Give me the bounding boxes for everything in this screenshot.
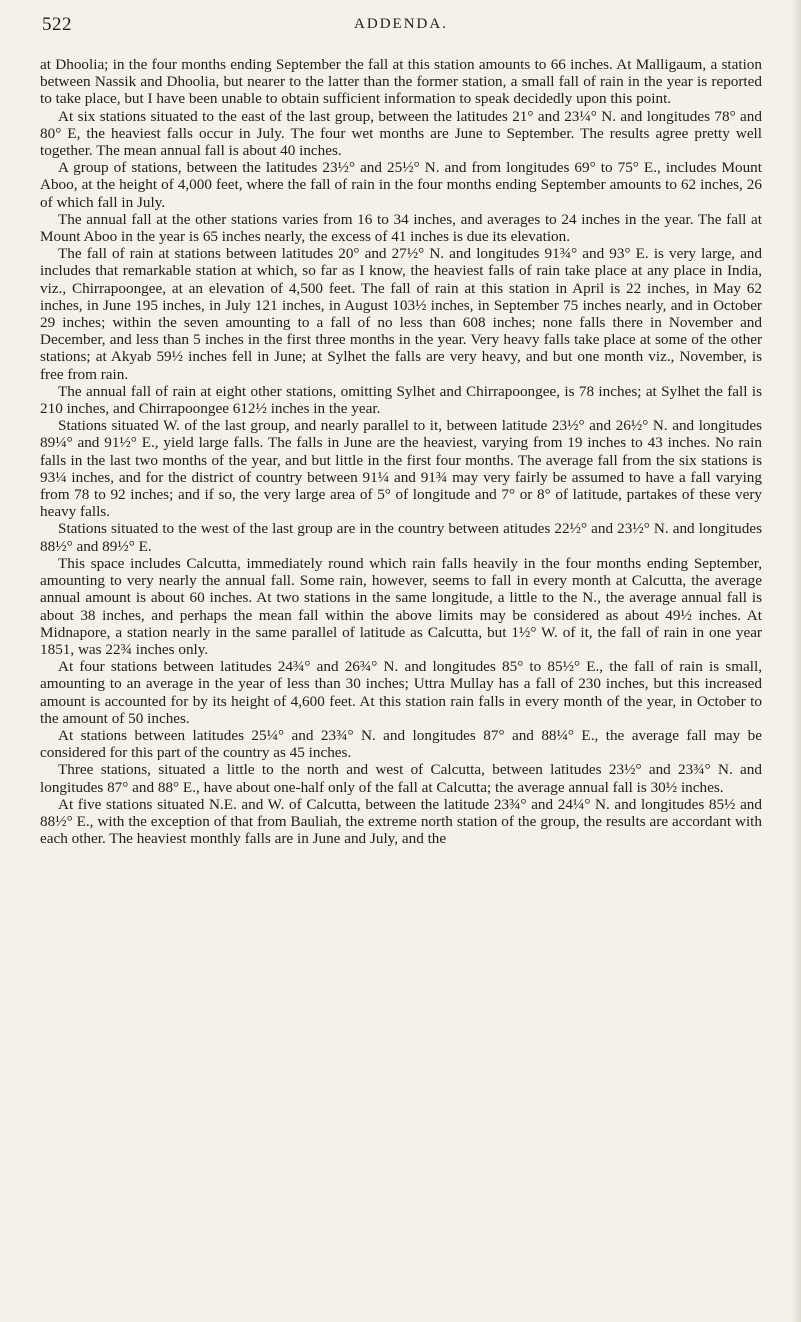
page-header [40, 14, 762, 44]
paragraph-six-stations: At six stations situated to the east of the last group, between the latitudes 21° and 23¼° N. and longitudes 78° and 80° E, the heaviest falls occur in July. The four wet months are June to September. The results agree pretty well together. The mean annual fall is about 40 inches. [40, 107, 762, 160]
paragraph-calcutta-space: This space includes Calcutta, immediately round which rain falls heavily in the four months ending September, amounting to very nearly the annual fall. Some rain, however, seems to fall in every month at Calcutta, the average annual amount is about 60 inches. At two stations in the same longitude, a little to the N., the average annual fall is about 38 inches, and perhaps the mean fall within the above limits may be considered as about 49½ inches. At Midnapore, a station nearly in the same parallel of latitude as Calcutta, but 1½° W. of it, the fall of rain in one year 1851, was 22¾ inches only. [40, 554, 762, 658]
paragraph-average-fall: At stations between latitudes 25¼° and 23¾° N. and longitudes 87° and 88¼° E., the average fall may be considered for this part of the country as 45 inches. [40, 726, 762, 762]
page-edge-shadow [791, 0, 801, 1322]
paragraph-mount-aboo-group: A group of stations, between the latitudes 23½° and 25½° N. and from longitudes 69° to 75° E., includes Mount Aboo, at the height of 4,000 feet, where the fall of rain in the four months ending September amounts to 62 inches, 26 of which fall in July. [40, 159, 762, 211]
paragraph-four-stations: At four stations between latitudes 24¾° and 26¾° N. and longitudes 85° to 85½° E., the fall of rain is small, amounting to an average in the year of less than 30 inches; Uttra Mullay has a fall of 230 inches, but this increased amount is accounted for by its height of 4,600 feet. At this station rain falls in every month of the year, in October to the amount of 50 inches. [40, 658, 762, 727]
page-number: 522 [42, 14, 72, 35]
paragraph-calcutta-stations: Stations situated to the west of the last group are in the country between atitudes 22½° and 23½° N. and longitudes 88½° and 89½° E. [40, 520, 762, 555]
paragraph-dhoolia: at Dhoolia; in the four months ending September the fall at this station amounts to 66 inches. At Malligaum, a station between Nassik and Dhoolia, but nearer to the latter than the former station, a small fall of rain in the year is reported to take place, but I have been unable to obtain sufficient information to speak decidedly upon this point. [40, 56, 762, 108]
paragraph-eight-stations: The annual fall of rain at eight other stations, omitting Sylhet and Chirrapoongee, is 78 inches; at Sylhet the fall is 210 inches, and Chirrapoongee 612½ inches in the year. [40, 382, 762, 418]
running-head: ADDENDA. [354, 16, 448, 32]
book-page [40, 14, 762, 847]
paragraph-five-stations: At five stations situated N.E. and W. of Calcutta, between the latitude 23¾° and 24¼° N. and longitudes 85½ and 88½° E., with the exception of that from Bauliah, the extreme north station of the group, the results are accordant with each other. The heaviest monthly falls are in June and July, and the [40, 795, 762, 848]
paragraph-three-stations: Three stations, situated a little to the north and west of Calcutta, between latitudes 23½° and 23¾° N. and longitudes 87° and 88° E., have about one-half only of the fall at Calcutta; the average annual fall is 30½ inches. [40, 761, 762, 796]
body-text [40, 56, 762, 847]
paragraph-west-group: Stations situated W. of the last group, and nearly parallel to it, between latitude 23½° and 26½° N. and longitudes 89¼° and 91½° E., yield large falls. The falls in June are the heaviest, varying from 19 inches to 43 inches. No rain falls in the last two months of the year, and but little in the first four months. The average fall from the six stations is 93¼ inches, and for the district of country between 91¼ and 91¾ may very fairly be assumed to have a fall varying from 78 to 92 inches; and if so, the very large area of 5° of longitude and 7° or 8° of latitude, partakes of these very heavy falls. [40, 417, 762, 521]
paragraph-chirrapoongee: The fall of rain at stations between latitudes 20° and 27½° N. and longitudes 91¾° and 93° E. is very large, and includes that remarkable station at which, so far as I know, the heaviest falls of rain take place at any place in India, viz., Chirrapoongee, at an elevation of 4,500 feet. The fall of rain at this station in April is 22 inches, in May 62 inches, in June 195 inches, in July 121 inches, in August 103½ inches, in September 75 inches nearly, and in October 29 inches; within the seven amounting to a fall of no less than 608 inches; none falls there in November and December, and less than 5 inches in the first three months in the year. Very heavy falls take place at some of the other stations; at Akyab 59½ inches fell in June; at Sylhet the falls are very heavy, and but one month viz., November, is free from rain. [40, 245, 762, 383]
paragraph-annual-fall-aboo: The annual fall at the other stations varies from 16 to 34 inches, and averages to 24 inches in the year. The fall at Mount Aboo in the year is 65 inches nearly, the excess of 41 inches is due its elevation. [40, 210, 762, 246]
